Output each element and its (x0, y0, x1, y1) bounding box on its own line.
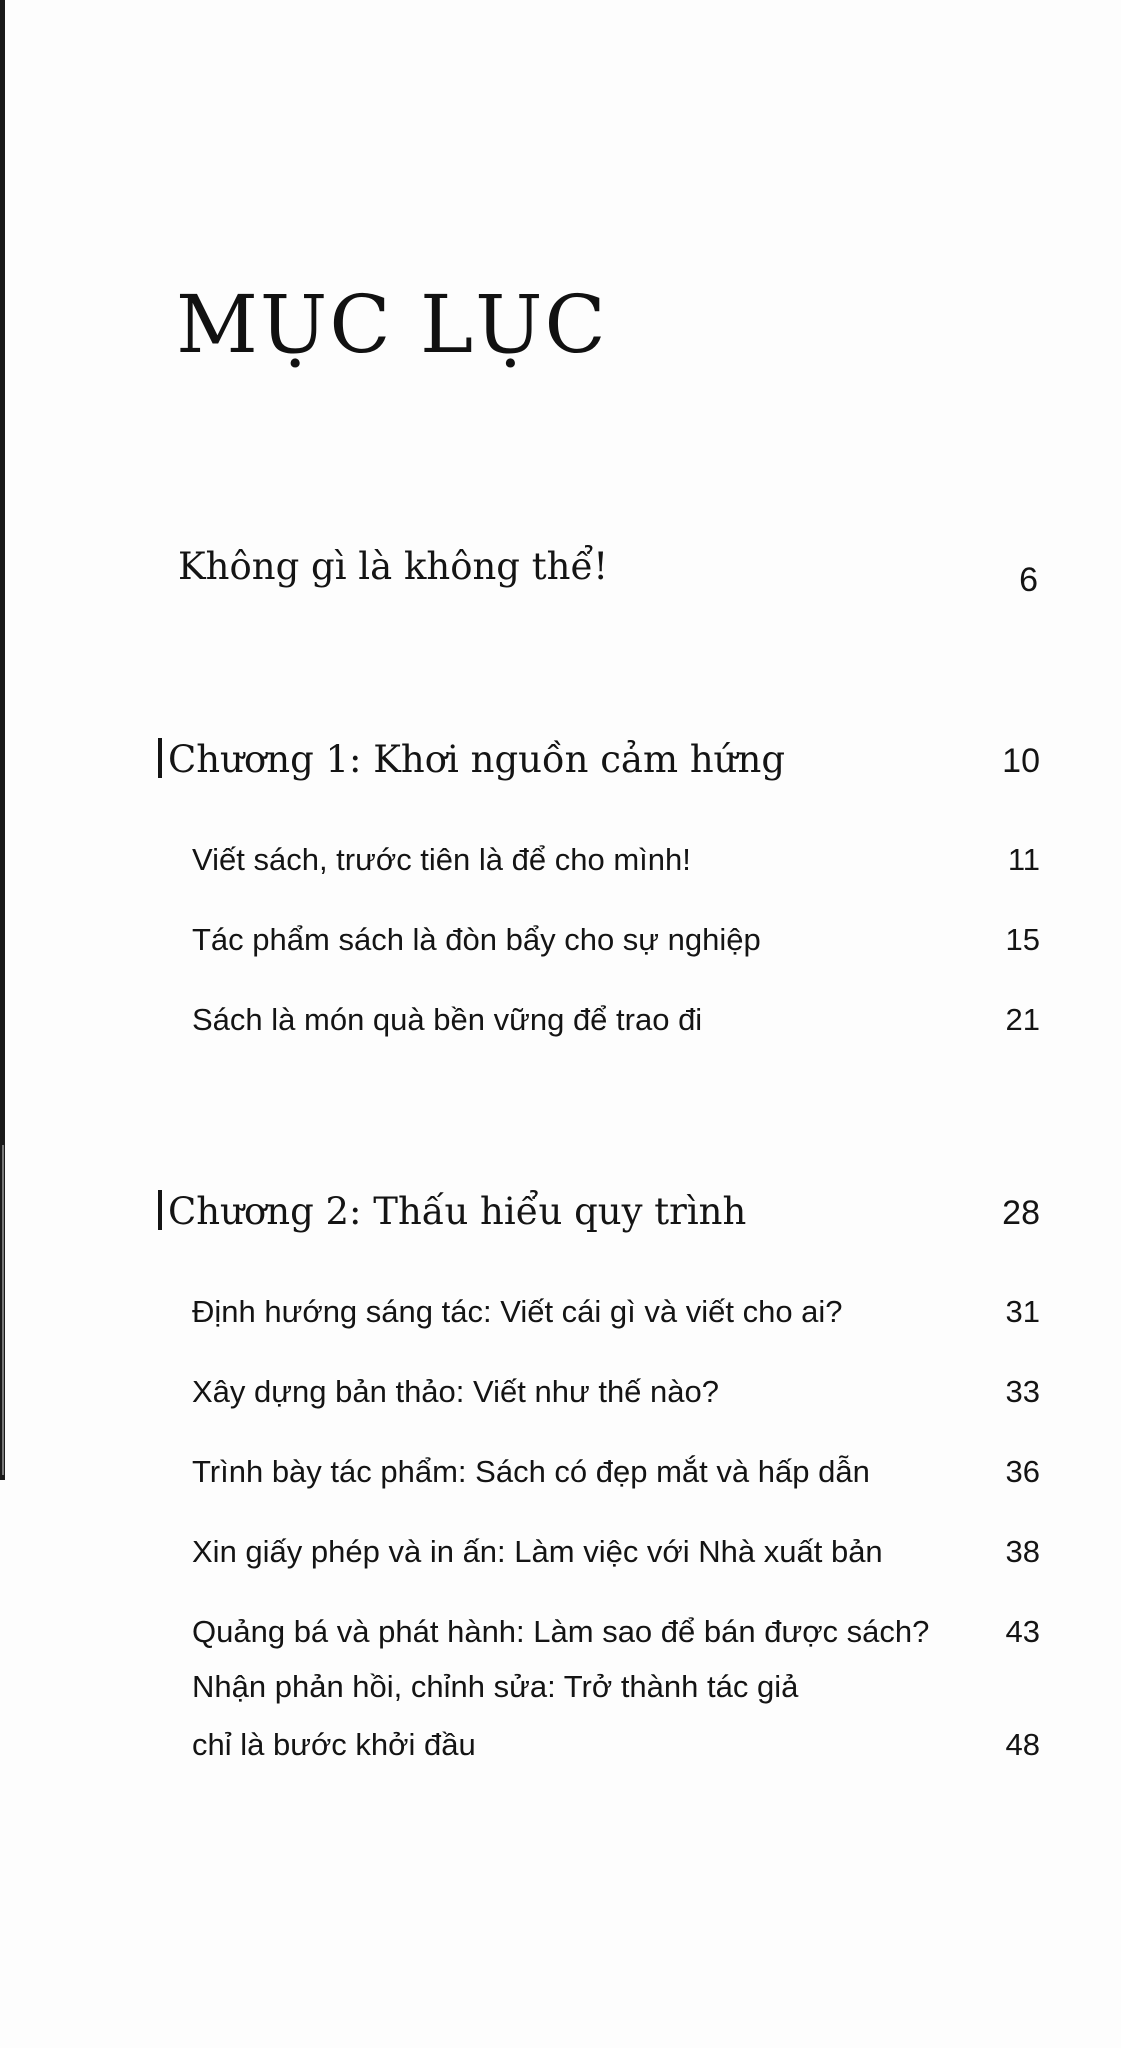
toc-section-label: Quảng bá và phát hành: Làm sao để bán được sách? (192, 1614, 930, 1649)
toc-section-label (192, 1658, 798, 1774)
toc-page-number: 11 (1007, 842, 1040, 877)
toc-section-item[interactable] (158, 962, 1048, 1042)
toc-chapter-heading[interactable] (158, 1190, 1048, 1250)
toc-chapter-heading[interactable] (158, 738, 1048, 798)
toc-page-number: 15 (1005, 922, 1040, 957)
toc-page-number: 36 (1005, 1454, 1040, 1489)
toc-section-item[interactable] (158, 1334, 1048, 1414)
page-title: MỤC LỤC (176, 278, 608, 371)
toc-section-list (158, 802, 1048, 1042)
toc-page-number: 33 (1005, 1374, 1040, 1409)
toc-section-item[interactable] (158, 1654, 1048, 1774)
toc-entry-label: Không gì là không thể! (178, 545, 609, 588)
toc-section-label: Viết sách, trước tiên là để cho mình! (192, 842, 691, 877)
toc-section-item[interactable] (158, 882, 1048, 962)
toc-section-label: Định hướng sáng tác: Viết cái gì và viết cho ai? (192, 1294, 843, 1329)
page-binding-shadow (2, 1145, 4, 1475)
toc-section-item[interactable] (158, 802, 1048, 882)
toc-section-label: Trình bày tác phẩm: Sách có đẹp mắt và hấp dẫn (192, 1454, 870, 1489)
toc-section-item[interactable] (158, 1494, 1048, 1574)
toc-chapter-label: Chương 2: Thấu hiểu quy trình (168, 1190, 747, 1233)
toc-section-item[interactable] (158, 1254, 1048, 1334)
toc-chapter-2 (158, 1190, 1048, 1774)
toc-page-number: 43 (1005, 1614, 1040, 1649)
toc-page-number: 38 (1005, 1534, 1040, 1569)
toc-page-number: 48 (1005, 1727, 1040, 1762)
chapter-marker-bar (158, 1190, 162, 1230)
toc-section-label: Tác phẩm sách là đòn bẩy cho sự nghiệp (192, 922, 761, 957)
toc-section-label-line-2: chỉ là bước khởi đầu (192, 1727, 476, 1762)
toc-section-list (158, 1254, 1048, 1774)
toc-page-number: 28 (1002, 1194, 1040, 1232)
toc-section-label: Xây dựng bản thảo: Viết như thế nào? (192, 1374, 719, 1409)
toc-page-number: 10 (1002, 742, 1040, 780)
toc-section-label: Xin giấy phép và in ấn: Làm việc với Nhà xuất bản (192, 1534, 883, 1569)
toc-page-number: 31 (1005, 1294, 1040, 1329)
toc-page-number: 6 (1019, 561, 1038, 599)
toc-entry-intro[interactable] (178, 545, 1048, 599)
toc-section-item[interactable] (158, 1574, 1048, 1654)
toc-chapter-label: Chương 1: Khơi nguồn cảm hứng (168, 738, 786, 781)
toc-chapter-1 (158, 738, 1048, 1042)
toc-section-label-line-1: Nhận phản hồi, chỉnh sửa: Trở thành tác giả (192, 1669, 799, 1704)
chapter-marker-bar (158, 738, 162, 778)
toc-section-label: Sách là món quà bền vững để trao đi (192, 1002, 703, 1037)
toc-page-number: 21 (1005, 1002, 1040, 1037)
toc-section-item[interactable] (158, 1414, 1048, 1494)
